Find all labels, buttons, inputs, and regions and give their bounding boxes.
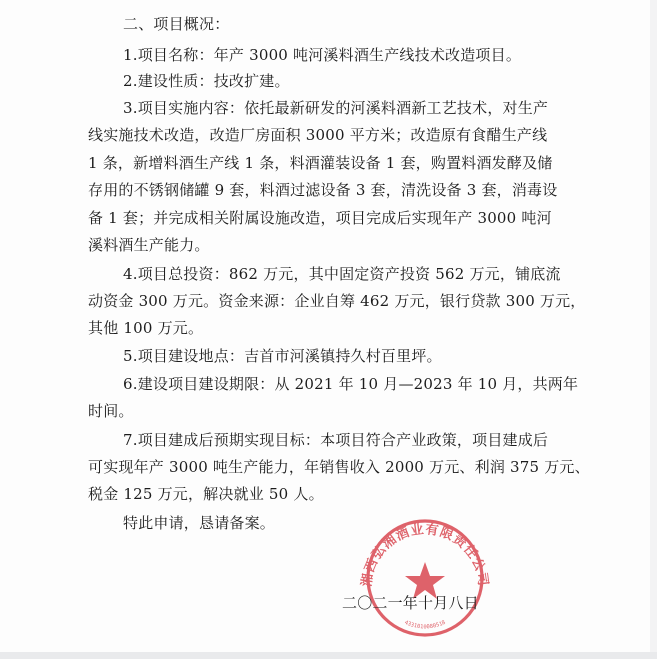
item3-line: 备 1 套；并完成相关附属设施改造，项目完成后实现年产 3000 吨河: [88, 209, 552, 227]
item3-line: 3.项目实施内容：依托最新研发的河溪料酒新工艺技术，对生产: [123, 99, 549, 117]
item-project-name: 1.项目名称：年产 3000 吨河溪料酒生产线技术改造项目。: [123, 46, 522, 64]
item4-line: 其他 100 万元。: [88, 319, 204, 337]
item3-line: 线实施技术改造，改造厂房面积 3000 平方米；改造原有食醋生产线: [88, 126, 548, 144]
scan-edge-bottom: [0, 652, 657, 659]
company-seal: [350, 510, 500, 638]
seal-company-name: 湘西弘湘酒业有限责任公司: [359, 522, 491, 588]
item6-line: 6.建设项目建设期限：从 2021 年 10 月—2023 年 10 月，共两年: [123, 375, 579, 393]
item7-line: 7.项目建成后预期实现目标：本项目符合产业政策，项目建成后: [123, 431, 549, 449]
item4-line: 4.项目总投资：862 万元，其中固定资产投资 562 万元，铺底流: [123, 265, 561, 283]
signature-date: 二〇二一年十月八日: [342, 594, 479, 612]
item3-line: 1 条，新增料酒生产线 1 条，料酒灌装设备 1 套，购置料酒发酵及储: [88, 154, 553, 172]
item7-line: 税金 125 万元，解决就业 50 人。: [88, 485, 324, 503]
seal-number: 4331010080518: [403, 619, 447, 631]
item-construction-nature: 2.建设性质：技改扩建。: [123, 72, 290, 90]
item3-line: 存用的不锈钢储罐 9 套，料酒过滤设备 3 套，清洗设备 3 套，消毒设: [88, 181, 558, 199]
item-location: 5.项目建设地点：吉首市河溪镇持久村百里坪。: [123, 347, 442, 365]
closing-request: 特此申请，恳请备案。: [123, 514, 276, 532]
item7-line: 可实现年产 3000 吨生产能力，年销售收入 2000 万元、利润 375 万元、: [88, 458, 590, 476]
section-heading: 二、项目概况：: [123, 15, 230, 33]
item4-line: 动资金 300 万元。资金来源：企业自筹 462 万元，银行贷款 300 万元，: [88, 292, 586, 310]
item3-line: 溪料酒生产能力。: [88, 236, 210, 254]
item6-line: 时间。: [88, 402, 134, 420]
scan-edge-right: [650, 0, 657, 659]
